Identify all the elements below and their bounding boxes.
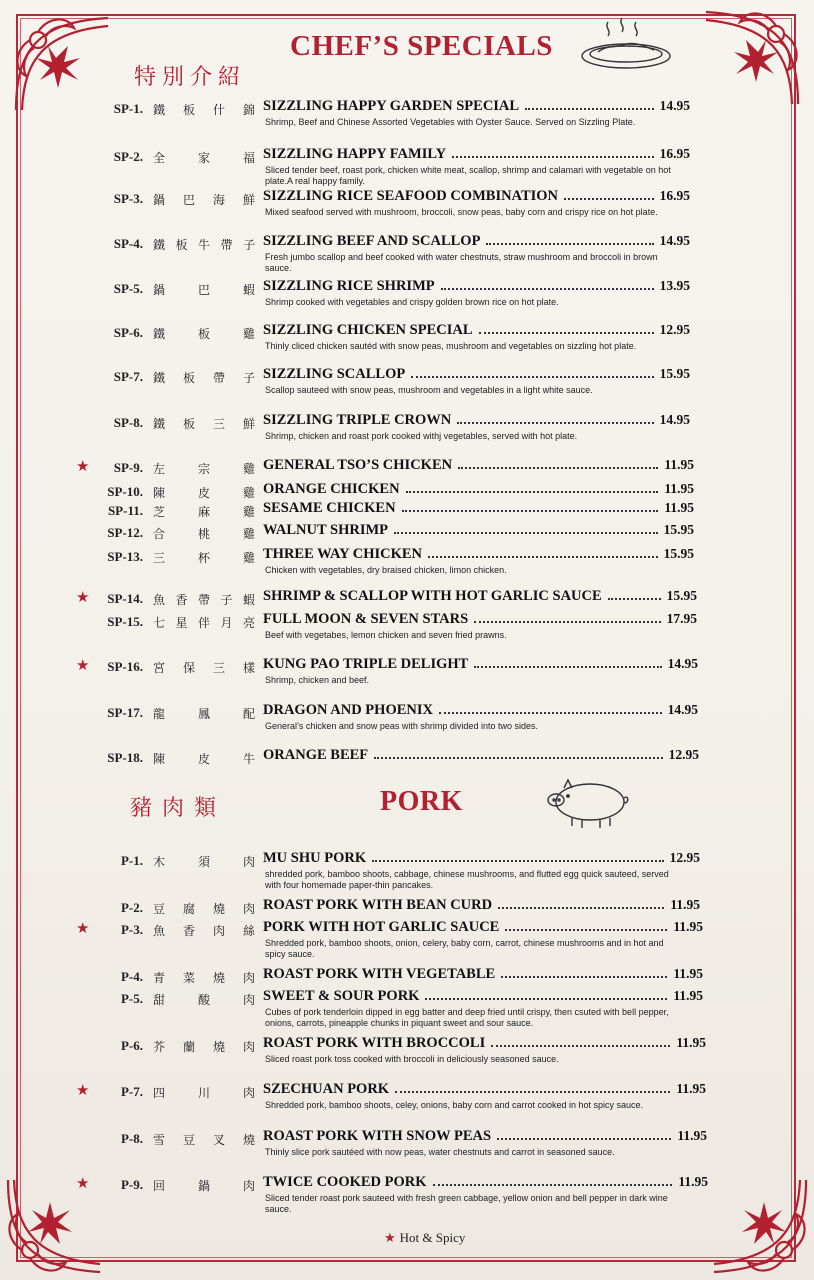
item-price: 11.95: [673, 966, 703, 981]
item-name: ORANGE BEEF: [263, 747, 369, 763]
item-code: SP-6.: [113, 325, 143, 340]
item-line: [263, 233, 690, 250]
item-price: 15.95: [659, 366, 690, 381]
item-line: [263, 546, 694, 563]
item-description: shredded pork, bamboo shoots, cabbage, chinese mushrooms, and flutted egg quick sauteed, served with four homemade paper-thin pancakes.: [265, 869, 669, 890]
item-code: SP-14.: [107, 591, 143, 606]
item-description: Shrimp, Beef and Chinese Assorted Vegetables with Oyster Sauce. Served on Sizzling Plate.: [265, 117, 636, 127]
item-name: GENERAL TSO’S CHICKEN: [263, 457, 453, 473]
menu-item: [0, 233, 814, 273]
item-chinese-name: 芥 蘭 燒 肉: [153, 1040, 255, 1054]
item-code: SP-13.: [107, 549, 143, 564]
menu-item: [0, 656, 814, 685]
item-line: [263, 188, 690, 205]
item-name: SHRIMP & SCALLOP WITH HOT GARLIC SAUCE: [263, 588, 602, 604]
dot-leader: [395, 1091, 670, 1093]
item-price: 11.95: [664, 481, 694, 496]
item-name: SIZZLING RICE SHRIMP: [263, 278, 435, 294]
item-name: ROAST PORK WITH VEGETABLE: [263, 966, 496, 982]
item-price: 11.95: [664, 500, 694, 515]
item-description: General’s chicken and snow peas with shrimp divided into two sides.: [265, 721, 538, 731]
item-description: Sliced roast pork toss cooked with broccoli in deliciously seasoned sauce.: [265, 1054, 559, 1064]
item-price: 16.95: [659, 188, 690, 203]
item-line: [263, 278, 690, 295]
hot-spicy-star-icon: ★: [76, 1174, 90, 1192]
hot-spicy-star-icon: ★: [76, 1081, 90, 1099]
menu-item: [0, 98, 814, 127]
menu-item: [0, 278, 814, 307]
item-description: Thinly slice pork sautéed with now peas, water chestnuts and carrot in seasoned sauce.: [265, 1147, 615, 1157]
item-chinese-name: 芝 麻 雞: [153, 505, 255, 519]
item-line: [263, 98, 690, 115]
menu-item: [0, 366, 814, 395]
item-name: SWEET & SOUR PORK: [263, 988, 420, 1004]
item-price: 11.95: [676, 1035, 706, 1050]
menu-item: [0, 747, 814, 766]
item-price: 11.95: [677, 1128, 707, 1143]
item-price: 15.95: [663, 546, 694, 561]
pork-chinese-heading: 豬肉類: [130, 796, 227, 821]
item-description: Shredded pork, bamboo shoots, onion, celery, baby corn, carrot, chinese mushrooms and in hot and spicy sauce.: [265, 938, 664, 959]
dot-leader: [564, 198, 654, 200]
menu-item: [0, 1081, 814, 1110]
item-price: 12.95: [669, 850, 700, 865]
dot-leader: [501, 976, 667, 978]
item-code: P-4.: [120, 969, 143, 984]
item-chinese-name: 鐵 板 牛 帶 子: [153, 238, 255, 252]
item-chinese-name: 回 鍋 肉: [153, 1179, 255, 1193]
item-code: SP-5.: [113, 281, 143, 296]
item-description: Shrimp cooked with vegetables and crispy golden brown rice on hot plate.: [265, 297, 559, 307]
item-line: [263, 1174, 708, 1191]
item-description: Shrimp, chicken and roast pork cooked withj vegetables, served with hot plate.: [265, 431, 578, 441]
item-line: [263, 1081, 706, 1098]
item-price: 12.95: [668, 747, 699, 762]
item-line: [263, 366, 690, 383]
chef-specials-heading: CHEF’S SPECIALS: [290, 30, 553, 62]
item-chinese-name: 鐵 板 三 鮮: [153, 417, 255, 431]
item-code: P-2.: [120, 900, 143, 915]
pork-heading: PORK: [380, 786, 463, 817]
item-name: KUNG PAO TRIPLE DELIGHT: [263, 656, 469, 672]
menu-item: [0, 188, 814, 217]
floral-corner-ornament: [704, 1170, 814, 1280]
hot-spicy-legend: [384, 1230, 465, 1246]
legend-text: Hot & Spicy: [399, 1230, 466, 1245]
menu-item: [0, 1035, 814, 1064]
item-price: 17.95: [666, 611, 697, 626]
pig-icon: [542, 776, 632, 830]
item-name: SZECHUAN PORK: [263, 1081, 390, 1097]
item-chinese-name: 魚 香 肉 絲: [153, 924, 255, 938]
hot-spicy-star-icon: ★: [76, 457, 90, 475]
dot-leader: [441, 288, 654, 290]
menu-item: [0, 850, 814, 890]
item-line: [263, 457, 694, 474]
menu-item: [0, 457, 814, 476]
dot-leader: [457, 422, 653, 424]
item-description: Beef with vegetabes, lemon chicken and seven fried prawns.: [265, 630, 507, 640]
item-line: [263, 850, 700, 867]
item-chinese-name: 七 星 伴 月 亮: [153, 616, 255, 630]
dot-leader: [497, 1138, 671, 1140]
item-name: MU SHU PORK: [263, 850, 367, 866]
item-description: Shrimp, chicken and beef.: [265, 675, 370, 685]
menu-item: [0, 522, 814, 541]
item-chinese-name: 四 川 肉: [153, 1086, 255, 1100]
item-chinese-name: 魚 香 帶 子 蝦: [153, 593, 255, 607]
item-code: SP-12.: [107, 525, 143, 540]
star-icon: ★: [384, 1231, 396, 1246]
item-code: P-7.: [120, 1084, 143, 1099]
item-line: [263, 966, 703, 983]
item-name: WALNUT SHRIMP: [263, 522, 389, 538]
dot-leader: [505, 929, 667, 931]
item-name: THREE WAY CHICKEN: [263, 546, 423, 562]
item-price: 11.95: [676, 1081, 706, 1096]
item-description: Fresh jumbo scallop and beef cooked with water chestnuts, straw mushroom and broccoli in brown sauce.: [265, 252, 658, 273]
chef-specials-chinese-heading: 特別介紹: [134, 65, 247, 90]
item-chinese-name: 合 桃 雞: [153, 527, 255, 541]
item-description: Sliced tender roast pork sauteed with fresh green cabbage, yellow onion and bell pepper in dark wine sauce.: [265, 1193, 668, 1214]
item-name: ROAST PORK WITH BROCCOLI: [263, 1035, 486, 1051]
item-line: [263, 322, 690, 339]
item-chinese-name: 鍋 巴 蝦: [153, 283, 255, 297]
menu-item: [0, 611, 814, 640]
item-code: SP-15.: [107, 614, 143, 629]
menu-item: [0, 322, 814, 351]
item-line: [263, 988, 703, 1005]
item-price: 11.95: [670, 897, 700, 912]
item-code: SP-2.: [113, 149, 143, 164]
item-price: 14.95: [659, 412, 690, 427]
dot-leader: [411, 376, 653, 378]
dot-leader: [474, 621, 660, 623]
item-line: [263, 522, 694, 539]
dot-leader: [452, 156, 653, 158]
menu-item: [0, 988, 814, 1028]
item-chinese-name: 木 須 肉: [153, 855, 255, 869]
dot-leader: [608, 598, 661, 600]
item-name: SIZZLING BEEF AND SCALLOP: [263, 233, 481, 249]
hot-spicy-star-icon: ★: [76, 919, 90, 937]
item-code: SP-16.: [107, 659, 143, 674]
item-name: SIZZLING CHICKEN SPECIAL: [263, 322, 473, 338]
dot-leader: [486, 243, 653, 245]
item-price: 14.95: [667, 702, 698, 717]
item-code: SP-7.: [113, 369, 143, 384]
item-description: Shredded pork, bamboo shoots, celey, onions, baby corn and carrot cooked in hot spicy sauce.: [265, 1100, 644, 1110]
item-name: SIZZLING TRIPLE CROWN: [263, 412, 452, 428]
item-chinese-name: 鍋 巴 海 鮮: [153, 193, 255, 207]
item-description: Mixed seafood served with mushroom, broccoli, snow peas, baby corn and crispy rice on hot plate.: [265, 207, 658, 217]
item-price: 11.95: [664, 457, 694, 472]
item-code: P-6.: [120, 1038, 143, 1053]
item-line: [263, 702, 698, 719]
item-line: [263, 919, 703, 936]
item-description: Scallop sauteed with snow peas, mushroom and vegetables in a light white sauce.: [265, 385, 593, 395]
dot-leader: [525, 108, 654, 110]
dot-leader: [433, 1184, 673, 1186]
item-description: Thinly cliced chicken sautéd with snow peas, mushroom and vegetables on sizzling hot plate.: [265, 341, 637, 351]
item-price: 15.95: [666, 588, 697, 603]
item-code: P-3.: [120, 922, 143, 937]
item-line: [263, 412, 690, 429]
dot-leader: [491, 1045, 670, 1047]
item-line: [263, 611, 697, 628]
item-name: SIZZLING HAPPY GARDEN SPECIAL: [263, 98, 520, 114]
item-price: 13.95: [659, 278, 690, 293]
item-chinese-name: 鐵 板 什 錦: [153, 103, 255, 117]
dot-leader: [402, 510, 659, 512]
item-line: [263, 481, 694, 498]
item-line: [263, 897, 700, 914]
dot-leader: [439, 712, 662, 714]
item-price: 14.95: [659, 233, 690, 248]
item-chinese-name: 陳 皮 牛: [153, 752, 255, 766]
item-line: [263, 747, 699, 764]
item-code: SP-17.: [107, 705, 143, 720]
item-name: DRAGON AND PHOENIX: [263, 702, 433, 718]
item-code: SP-4.: [113, 236, 143, 251]
menu-item: [0, 412, 814, 441]
item-line: [263, 588, 697, 605]
item-name: SIZZLING HAPPY FAMILY: [263, 146, 447, 162]
item-name: SIZZLING RICE SEAFOOD COMBINATION: [263, 188, 559, 204]
item-description: Sliced tender beef, roast pork, chicken white meat, scallop, shrimp and calamari with vegetable on hot plate.A real happy family.: [265, 165, 671, 186]
menu-item: [0, 588, 814, 607]
item-code: SP-18.: [107, 750, 143, 765]
item-code: P-9.: [120, 1177, 143, 1192]
menu-item: [0, 500, 814, 519]
dot-leader: [458, 467, 658, 469]
item-chinese-name: 青 菜 燒 肉: [153, 971, 255, 985]
item-code: SP-9.: [113, 460, 143, 475]
item-name: FULL MOON & SEVEN STARS: [263, 611, 469, 627]
item-chinese-name: 全 家 福: [153, 151, 255, 165]
dot-leader: [474, 666, 661, 668]
menu-item: [0, 146, 814, 186]
item-chinese-name: 陳 皮 雞: [153, 486, 255, 500]
menu-item: [0, 1128, 814, 1157]
menu-item: [0, 919, 814, 959]
item-line: [263, 146, 690, 163]
item-line: [263, 656, 698, 673]
item-price: 11.95: [673, 988, 703, 1003]
item-description: Chicken with vegetables, dry braised chicken, limon chicken.: [265, 565, 507, 575]
dot-leader: [498, 907, 664, 909]
item-chinese-name: 鐵 板 帶 子: [153, 371, 255, 385]
item-code: P-5.: [120, 991, 143, 1006]
item-price: 16.95: [659, 146, 690, 161]
item-code: P-1.: [120, 853, 143, 868]
hot-spicy-star-icon: ★: [76, 588, 90, 606]
menu-item: [0, 481, 814, 500]
item-name: PORK WITH HOT GARLIC SAUCE: [263, 919, 500, 935]
dot-leader: [428, 556, 658, 558]
item-code: SP-3.: [113, 191, 143, 206]
item-chinese-name: 龍 鳳 配: [153, 707, 255, 721]
menu-item: [0, 702, 814, 731]
sizzling-plate-icon: [578, 14, 674, 72]
item-chinese-name: 宮 保 三 樣: [153, 661, 255, 675]
item-description: Cubes of pork tenderloin dipped in egg batter and deep fried until crispy, then csuted with bell pepper, onions, carrots, pineapple chunks in piquant sweet and sour sauce.: [265, 1007, 669, 1028]
item-chinese-name: 三 杯 雞: [153, 551, 255, 565]
item-code: P-8.: [120, 1131, 143, 1146]
item-price: 12.95: [659, 322, 690, 337]
item-price: 14.95: [659, 98, 690, 113]
item-price: 15.95: [663, 522, 694, 537]
item-name: ROAST PORK WITH BEAN CURD: [263, 897, 493, 913]
item-chinese-name: 豆 腐 燒 肉: [153, 902, 255, 916]
item-chinese-name: 甜 酸 肉: [153, 993, 255, 1007]
item-line: [263, 1128, 707, 1145]
dot-leader: [372, 860, 664, 862]
item-code: SP-8.: [113, 415, 143, 430]
item-price: 14.95: [667, 656, 698, 671]
item-price: 11.95: [673, 919, 703, 934]
item-price: 11.95: [678, 1174, 708, 1189]
dot-leader: [479, 332, 654, 334]
item-chinese-name: 左 宗 雞: [153, 462, 255, 476]
item-name: TWICE COOKED PORK: [263, 1174, 427, 1190]
menu-item: [0, 897, 814, 916]
dot-leader: [406, 491, 659, 493]
hot-spicy-star-icon: ★: [76, 656, 90, 674]
item-line: [263, 1035, 706, 1052]
dot-leader: [394, 532, 658, 534]
dot-leader: [425, 998, 667, 1000]
menu-item: [0, 1174, 814, 1214]
item-name: SIZZLING SCALLOP: [263, 366, 406, 382]
item-code: SP-10.: [107, 484, 143, 499]
dot-leader: [374, 757, 662, 759]
item-chinese-name: 雪 豆 叉 燒: [153, 1133, 255, 1147]
item-name: SESAME CHICKEN: [263, 500, 396, 516]
item-line: [263, 500, 694, 517]
menu-item: [0, 966, 814, 985]
item-code: SP-1.: [113, 101, 143, 116]
item-chinese-name: 鐵 板 雞: [153, 327, 255, 341]
item-name: ROAST PORK WITH SNOW PEAS: [263, 1128, 492, 1144]
item-name: ORANGE CHICKEN: [263, 481, 400, 497]
item-code: SP-11.: [107, 503, 143, 518]
menu-item: [0, 546, 814, 575]
